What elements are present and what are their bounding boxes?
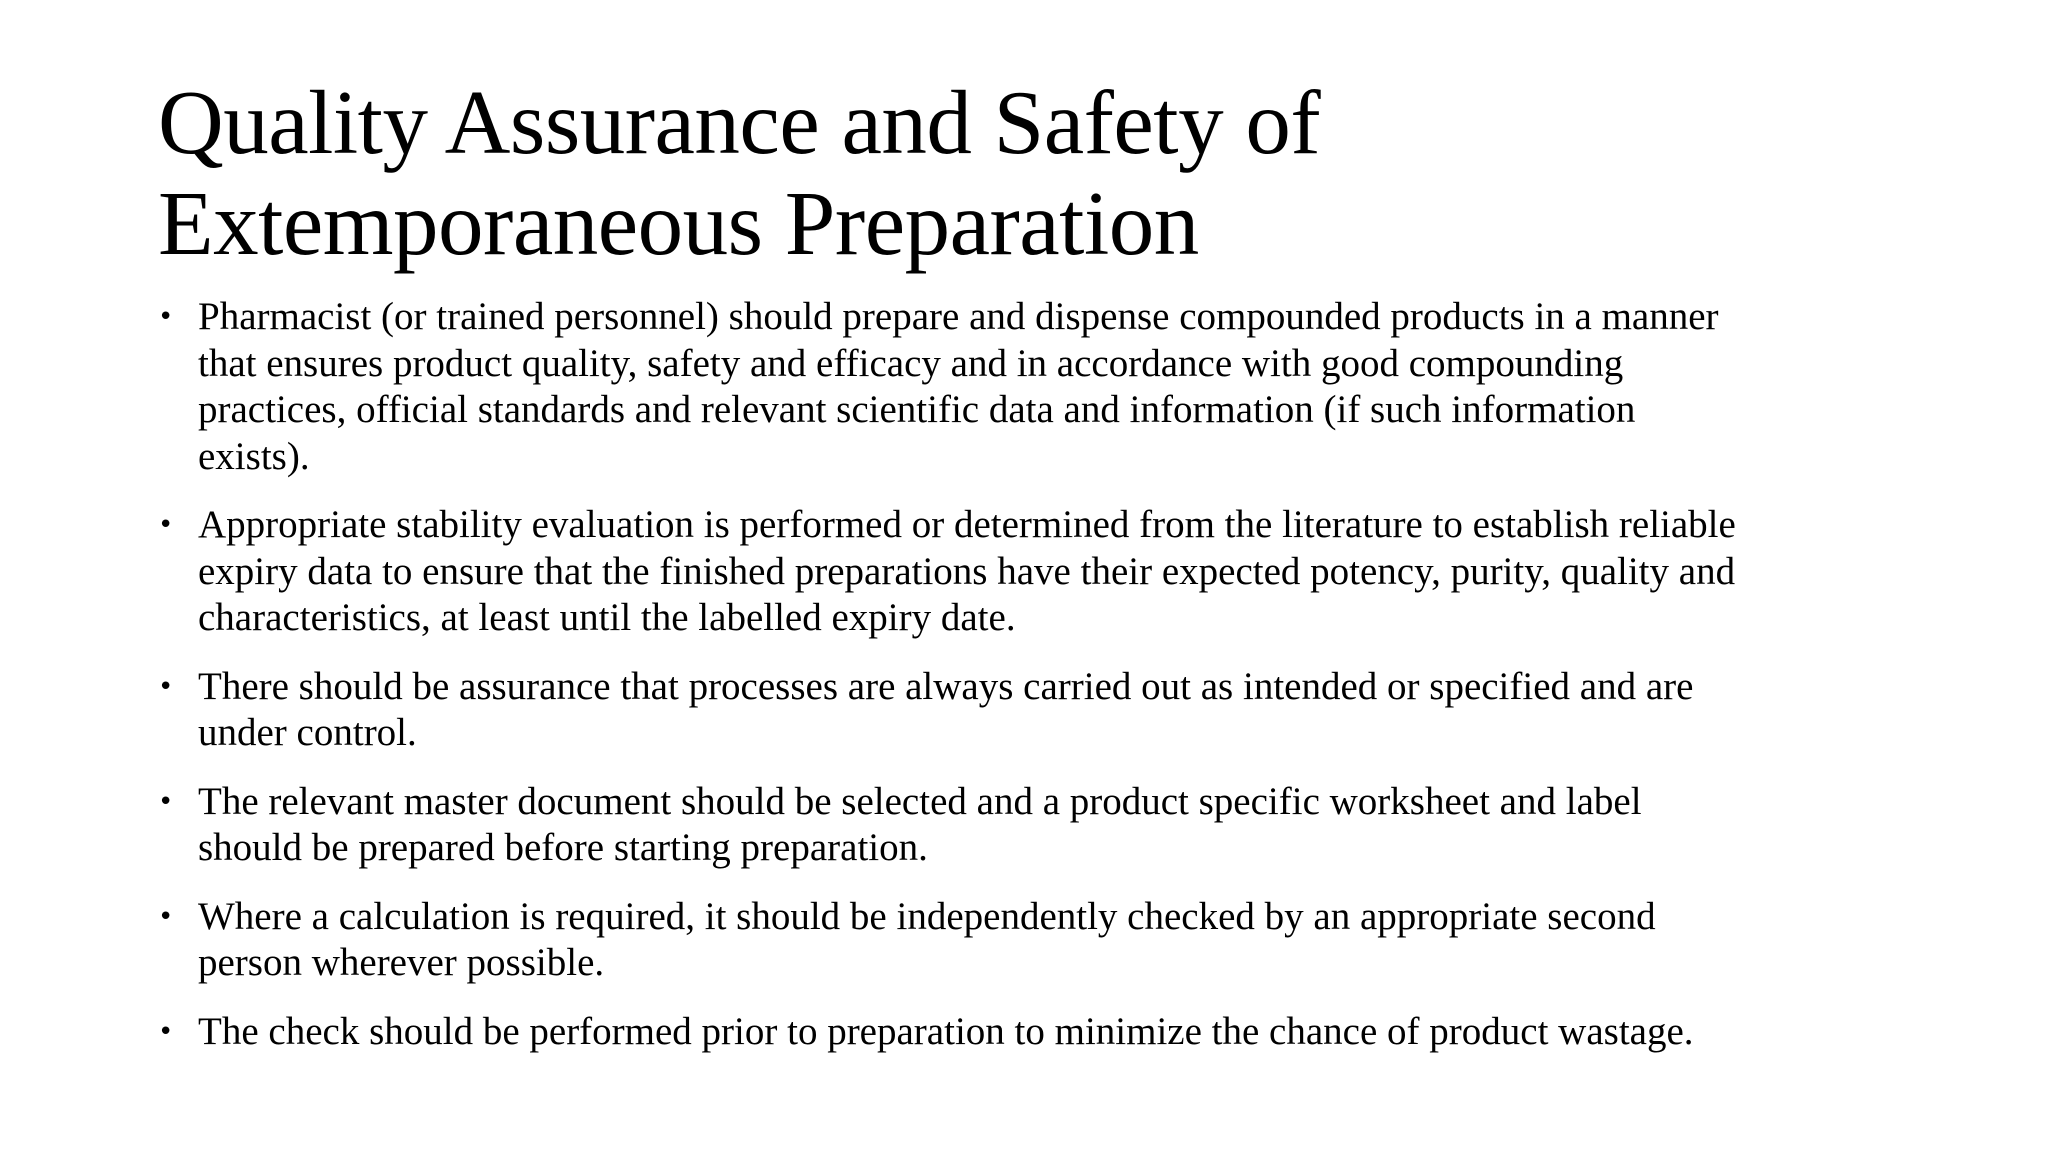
bullet-item — [158, 664, 1918, 757]
bullet-item — [158, 894, 1918, 987]
bullet-item — [158, 779, 1918, 872]
bullet-text-line: There should be assurance that processes are always carried out as intended or specified and are — [198, 664, 1694, 708]
slide-title-line: Quality Assurance and Safety of — [158, 72, 1321, 173]
bullet-item — [158, 294, 1918, 480]
bullet-text — [198, 1009, 1918, 1056]
bullet-text-line: exists). — [198, 434, 310, 478]
bullet-point-icon: • — [158, 302, 174, 332]
bullet-point-icon: • — [158, 1016, 174, 1047]
slide-title — [158, 72, 1918, 274]
bullet-text — [198, 294, 1918, 480]
bullet-text — [198, 664, 1918, 757]
bullet-text — [198, 779, 1918, 872]
bullet-point-icon: • — [158, 510, 174, 540]
bullet-text-line: The check should be performed prior to preparation to minimize the chance of product wastage. — [198, 1009, 1694, 1053]
bullet-text-line: should be prepared before starting preparation. — [198, 826, 928, 869]
bullet-text-line: Pharmacist (or trained personnel) should prepare and dispense compounded products in a manner — [198, 295, 1719, 338]
bullet-list — [158, 294, 1918, 1077]
bullet-text — [198, 894, 1918, 987]
bullet-text — [198, 502, 1918, 642]
bullet-text-line: expiry data to ensure that the finished preparations have their expected potency, purity, quality and — [198, 549, 1736, 593]
bullet-point-icon: • — [158, 786, 174, 817]
bullet-text-line: person wherever possible. — [198, 941, 605, 984]
bullet-text-line: The relevant master document should be selected and a product specific worksheet and label — [198, 779, 1642, 823]
bullet-text-line: Appropriate stability evaluation is performed or determined from the literature to establish reliable — [198, 503, 1736, 546]
bullet-item — [158, 1009, 1918, 1056]
bullet-text-line: that ensures product quality, safety and efficacy and in accordance with good compounding — [198, 341, 1624, 385]
bullet-text-line: under control. — [198, 711, 417, 754]
bullet-point-icon: • — [158, 671, 174, 702]
bullet-text-line: practices, official standards and relevant scientific data and information (if such information — [198, 388, 1636, 431]
bullet-item — [158, 502, 1918, 642]
bullet-text-line: characteristics, at least until the labelled expiry date. — [198, 596, 1016, 639]
slide-title-line: Extemporaneous Preparation — [158, 173, 1199, 274]
bullet-text-line: Where a calculation is required, it should be independently checked by an appropriate second — [198, 894, 1656, 938]
bullet-point-icon: • — [158, 901, 174, 932]
